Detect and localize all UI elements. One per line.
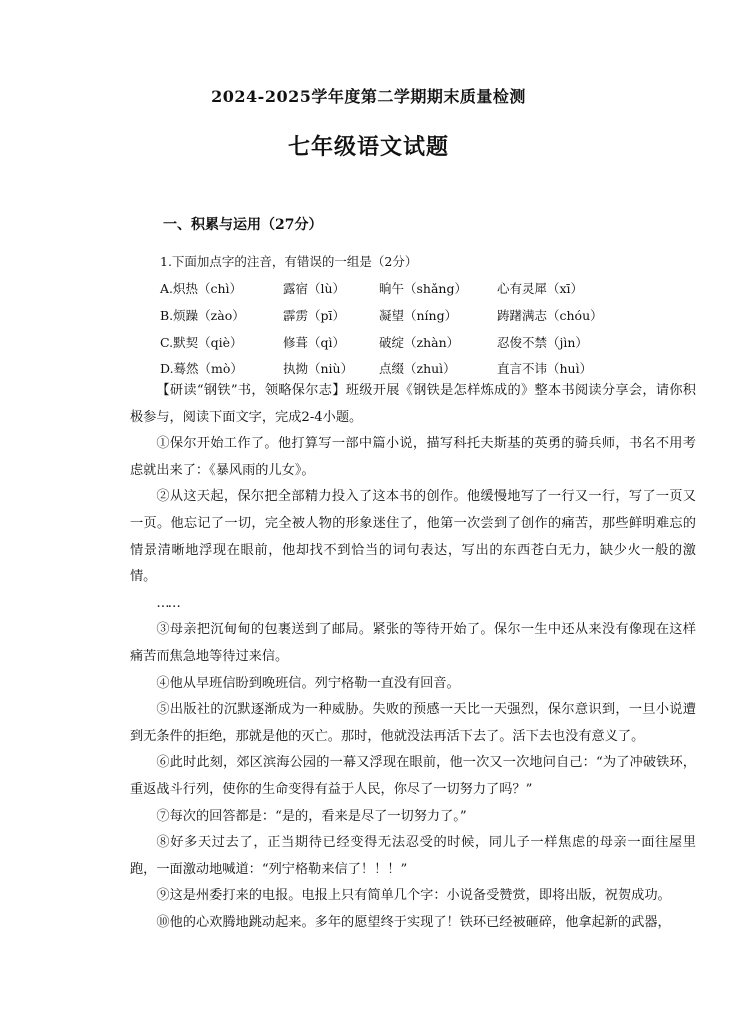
option-item: 点缀（zhuì） — [379, 361, 456, 376]
question-stem: 1.下面加点字的注音，有错误的一组是（2分） — [160, 254, 418, 269]
paragraph: ⑨这是州委打来的电报。电报上只有简单几个字：小说备受赞赏，即将出版，祝贺成功。 — [156, 888, 671, 904]
option-item: D.蓦然（mò） — [160, 361, 243, 376]
option-item: 凝望（níng） — [379, 308, 458, 323]
paragraph: ④他从早班信盼到晚班信。列宁格勒一直没有回音。 — [156, 675, 460, 691]
exam-title: 2024-2025学年度第二学期期末质量检测 — [211, 87, 526, 106]
option-item: 霹雳（pī） — [283, 308, 345, 323]
option-row-a — [160, 279, 630, 299]
option-item: 心有灵犀（xī） — [497, 281, 584, 296]
option-item: 踌躇满志（chóu） — [497, 308, 603, 323]
paragraph: ①保尔开始工作了。他打算写一部中篇小说，描写科托夫斯基的英勇的骑兵师，书名不用考虑就出来了：《暴风雨的儿女》。 — [130, 436, 696, 478]
subject-title: 七年级语文试题 — [287, 135, 449, 160]
ellipsis: …… — [156, 595, 179, 611]
paragraph: ⑥此时此刻，郊区滨海公园的一幕又浮现在眼前，他一次又一次地问自己：“为了冲破铁环，重返战斗行列，使你的生命变得有益于人民，你尽了一切努力了吗？” — [130, 755, 696, 797]
section-title: 一、积累与运用（27分） — [163, 217, 323, 233]
option-row-d — [160, 359, 630, 379]
paragraph: ⑧好多天过去了，正当期待已经变得无法忍受的时候，同儿子一样焦虑的母亲一面往屋里跑，一面激动地喊道：“列宁格勒来信了！！！” — [130, 835, 696, 877]
option-item: 露宿（lù） — [283, 281, 346, 296]
paragraph: ⑦每次的回答都是：“是的，看来是尽了一切努力了。” — [156, 808, 467, 824]
reading-passage — [130, 378, 696, 936]
option-item: 执拗（niù） — [283, 361, 354, 376]
paragraph: ⑤出版社的沉默逐渐成为一种威胁。失败的预感一天比一天强烈，保尔意识到，一旦小说遭到无条件的拒绝，那就是他的灭亡。那时，他就没法再活下去了。活下去也没有意义了。 — [130, 702, 696, 744]
option-item: 破绽（zhàn） — [379, 335, 460, 350]
reading-intro: 【研读“钢铁”书，领略保尔志】班级开展《钢铁是怎样炼成的》整本书阅读分享会，请你积极参与，阅读下面文字，完成2-4小题。 — [130, 383, 696, 425]
option-item: 晌午（shǎng） — [379, 281, 467, 296]
paragraph: ②从这天起，保尔把全部精力投入了这本书的创作。他缓慢地写了一行又一行，写了一页又一页。他忘记了一切，完全被人物的形象迷住了，他第一次尝到了创作的痛苦，那些鲜明难忘的情景清晰地浮现在眼前，他却找不到恰当的词句表达，写出的东西苍白无力，缺少火一般的激情。 — [130, 489, 696, 585]
option-item: 忍俊不禁（jìn） — [497, 335, 588, 350]
paragraph: ⑩他的心欢腾地跳动起来。多年的愿望终于实现了！铁环已经被砸碎，他拿起新的武器， — [156, 914, 671, 930]
option-item: A.炽热（chì） — [160, 281, 243, 296]
option-item: 修葺（qì） — [283, 335, 345, 350]
option-item: B.烦躁（zào） — [160, 308, 245, 323]
option-row-c — [160, 333, 630, 353]
option-row-b — [160, 306, 630, 326]
option-item: C.默契（qiè） — [160, 335, 243, 350]
option-item: 直言不讳（huì） — [497, 361, 593, 376]
paragraph: ③母亲把沉甸甸的包裹送到了邮局。紧张的等待开始了。保尔一生中还从来没有像现在这样痛苦而焦急地等待过来信。 — [130, 622, 696, 664]
